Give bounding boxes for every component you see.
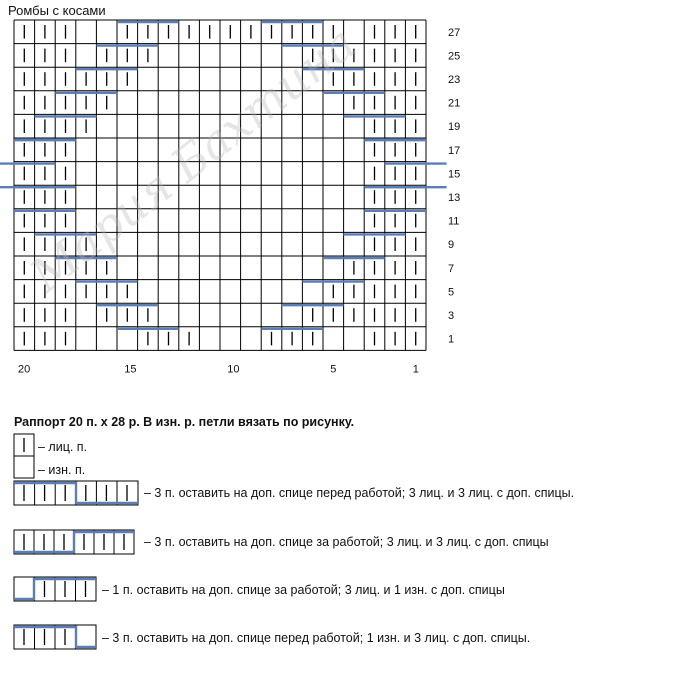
legend-purl-symbol (14, 456, 34, 478)
column-number: 1 (412, 363, 419, 376)
chart-title: Ромбы с косами (8, 3, 106, 18)
legend-cable3-symbol (14, 577, 96, 601)
column-number: 20 (18, 363, 31, 376)
row-number: 25 (448, 50, 461, 63)
legend-knit-symbol (14, 434, 34, 456)
legend-cable4-text: – 3 п. оставить на доп. спице перед работой; 1 изн. и 3 лиц. с доп. спицы. (102, 631, 531, 645)
legend-cable4-symbol (14, 627, 96, 647)
legend-cable1-symbol (14, 483, 138, 503)
column-number: 5 (330, 363, 337, 376)
legend-cable3-text: – 1 п. оставить на доп. спице за работой; 3 лиц. и 1 изн. с доп. спицы (102, 583, 505, 597)
legend-cable2-symbol (14, 530, 134, 554)
row-number: 17 (448, 144, 461, 157)
row-number: 19 (448, 121, 461, 134)
legend-cable3-symbol (14, 579, 96, 599)
watermark: Мария Бахтина (20, 15, 366, 303)
row-number: 11 (448, 215, 460, 228)
legend-cable2-text: – 3 п. оставить на доп. спице за работой; 3 лиц. и 3 лиц. с доп. спицы (144, 535, 549, 549)
repeat-heading: Раппорт 20 п. x 28 р. В изн. р. петли вязать по рисунку. (14, 415, 355, 429)
row-number: 15 (448, 168, 461, 181)
row-number: 23 (448, 74, 461, 86)
row-number: 5 (448, 286, 455, 299)
column-number: 15 (124, 363, 137, 376)
legend-knit-text: – лиц. п. (38, 440, 88, 454)
row-number: 21 (448, 97, 461, 110)
row-number: 27 (448, 26, 461, 39)
legend-cable1-symbol (14, 481, 138, 505)
column-number: 10 (227, 363, 240, 376)
legend-cable2-symbol (14, 532, 134, 552)
row-number: 3 (448, 310, 455, 322)
row-number: 1 (448, 333, 455, 346)
legend-cable4-symbol (14, 625, 96, 649)
row-number: 7 (448, 262, 455, 275)
legend-purl-text: – изн. п. (38, 463, 86, 477)
row-number: 13 (448, 192, 461, 204)
legend-cable1-text: – 3 п. оставить на доп. спице перед работой; 3 лиц. и 3 лиц. с доп. спицы. (144, 486, 575, 500)
row-number: 9 (448, 239, 455, 252)
